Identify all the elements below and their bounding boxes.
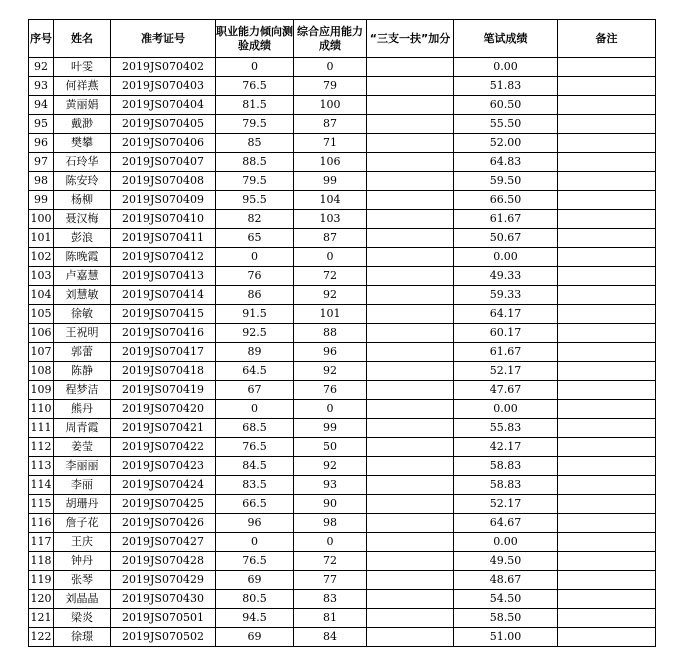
table-row (29, 628, 656, 647)
cell-comprehensive: 106 (294, 153, 367, 172)
cell-aptitude: 68.5 (216, 419, 294, 438)
cell-exam-id: 2019JS070426 (111, 514, 216, 533)
cell-remarks (558, 96, 656, 115)
cell-seq: 103 (29, 267, 54, 286)
cell-seq: 94 (29, 96, 54, 115)
cell-remarks (558, 58, 656, 77)
cell-remarks (558, 552, 656, 571)
cell-name: 何祥燕 (54, 77, 111, 96)
header-exam-id: 准考证号 (111, 20, 216, 58)
cell-seq: 95 (29, 115, 54, 134)
cell-comprehensive: 98 (294, 514, 367, 533)
cell-written: 0.00 (454, 400, 558, 419)
cell-exam-id: 2019JS070407 (111, 153, 216, 172)
cell-remarks (558, 305, 656, 324)
cell-exam-id: 2019JS070502 (111, 628, 216, 647)
cell-bonus (367, 476, 454, 495)
header-name: 姓名 (54, 20, 111, 58)
cell-aptitude: 0 (216, 248, 294, 267)
cell-comprehensive: 83 (294, 590, 367, 609)
cell-comprehensive: 50 (294, 438, 367, 457)
cell-seq: 98 (29, 172, 54, 191)
cell-remarks (558, 77, 656, 96)
cell-aptitude: 76.5 (216, 438, 294, 457)
cell-comprehensive: 90 (294, 495, 367, 514)
cell-remarks (558, 609, 656, 628)
cell-aptitude: 92.5 (216, 324, 294, 343)
cell-written: 0.00 (454, 533, 558, 552)
table-row (29, 381, 656, 400)
cell-bonus (367, 324, 454, 343)
cell-name: 梁炎 (54, 609, 111, 628)
cell-comprehensive: 92 (294, 286, 367, 305)
cell-aptitude: 65 (216, 229, 294, 248)
cell-aptitude: 67 (216, 381, 294, 400)
cell-comprehensive: 0 (294, 400, 367, 419)
cell-written: 51.83 (454, 77, 558, 96)
cell-aptitude: 76.5 (216, 552, 294, 571)
cell-aptitude: 0 (216, 533, 294, 552)
cell-written: 61.67 (454, 210, 558, 229)
cell-comprehensive: 0 (294, 58, 367, 77)
cell-remarks (558, 514, 656, 533)
cell-exam-id: 2019JS070404 (111, 96, 216, 115)
cell-comprehensive: 79 (294, 77, 367, 96)
table-row (29, 571, 656, 590)
cell-bonus (367, 286, 454, 305)
cell-written: 58.50 (454, 609, 558, 628)
cell-aptitude: 76.5 (216, 77, 294, 96)
cell-comprehensive: 92 (294, 457, 367, 476)
cell-name: 彭浪 (54, 229, 111, 248)
cell-exam-id: 2019JS070425 (111, 495, 216, 514)
cell-exam-id: 2019JS070417 (111, 343, 216, 362)
cell-comprehensive: 72 (294, 552, 367, 571)
cell-seq: 108 (29, 362, 54, 381)
cell-remarks (558, 457, 656, 476)
cell-written: 59.50 (454, 172, 558, 191)
cell-written: 0.00 (454, 58, 558, 77)
table-row (29, 495, 656, 514)
cell-comprehensive: 71 (294, 134, 367, 153)
header-aptitude: 职业能力倾向测验成绩 (216, 20, 294, 58)
cell-exam-id: 2019JS070429 (111, 571, 216, 590)
cell-name: 王祝明 (54, 324, 111, 343)
header-seq: 序号 (29, 20, 54, 58)
cell-seq: 109 (29, 381, 54, 400)
cell-written: 64.67 (454, 514, 558, 533)
cell-name: 卢嘉慧 (54, 267, 111, 286)
table-row (29, 533, 656, 552)
cell-seq: 93 (29, 77, 54, 96)
cell-exam-id: 2019JS070423 (111, 457, 216, 476)
cell-seq: 119 (29, 571, 54, 590)
cell-remarks (558, 115, 656, 134)
table-row (29, 115, 656, 134)
table-row (29, 134, 656, 153)
cell-written: 60.50 (454, 96, 558, 115)
cell-exam-id: 2019JS070412 (111, 248, 216, 267)
cell-remarks (558, 628, 656, 647)
cell-exam-id: 2019JS070430 (111, 590, 216, 609)
cell-bonus (367, 362, 454, 381)
cell-comprehensive: 0 (294, 248, 367, 267)
table-row (29, 96, 656, 115)
cell-bonus (367, 590, 454, 609)
cell-bonus (367, 115, 454, 134)
cell-exam-id: 2019JS070414 (111, 286, 216, 305)
cell-comprehensive: 100 (294, 96, 367, 115)
cell-comprehensive: 88 (294, 324, 367, 343)
cell-aptitude: 83.5 (216, 476, 294, 495)
cell-written: 55.50 (454, 115, 558, 134)
cell-name: 郭蕾 (54, 343, 111, 362)
cell-exam-id: 2019JS070424 (111, 476, 216, 495)
cell-name: 刘晶晶 (54, 590, 111, 609)
cell-aptitude: 81.5 (216, 96, 294, 115)
cell-seq: 101 (29, 229, 54, 248)
cell-comprehensive: 72 (294, 267, 367, 286)
cell-written: 64.17 (454, 305, 558, 324)
cell-written: 66.50 (454, 191, 558, 210)
table-row (29, 552, 656, 571)
cell-written: 61.67 (454, 343, 558, 362)
cell-remarks (558, 419, 656, 438)
cell-bonus (367, 533, 454, 552)
cell-name: 程梦洁 (54, 381, 111, 400)
cell-exam-id: 2019JS070408 (111, 172, 216, 191)
cell-bonus (367, 58, 454, 77)
cell-remarks (558, 495, 656, 514)
table-row (29, 590, 656, 609)
cell-seq: 110 (29, 400, 54, 419)
cell-comprehensive: 93 (294, 476, 367, 495)
cell-written: 0.00 (454, 248, 558, 267)
cell-seq: 96 (29, 134, 54, 153)
cell-bonus (367, 571, 454, 590)
cell-written: 51.00 (454, 628, 558, 647)
cell-aptitude: 88.5 (216, 153, 294, 172)
cell-bonus (367, 134, 454, 153)
cell-exam-id: 2019JS070501 (111, 609, 216, 628)
cell-comprehensive: 81 (294, 609, 367, 628)
cell-written: 58.83 (454, 457, 558, 476)
cell-name: 王庆 (54, 533, 111, 552)
cell-bonus (367, 96, 454, 115)
cell-comprehensive: 99 (294, 172, 367, 191)
table-row (29, 343, 656, 362)
cell-written: 54.50 (454, 590, 558, 609)
cell-bonus (367, 552, 454, 571)
cell-written: 52.00 (454, 134, 558, 153)
cell-comprehensive: 103 (294, 210, 367, 229)
table-row (29, 153, 656, 172)
cell-name: 钟丹 (54, 552, 111, 571)
score-table (28, 19, 656, 647)
cell-exam-id: 2019JS070427 (111, 533, 216, 552)
cell-bonus (367, 210, 454, 229)
cell-exam-id: 2019JS070409 (111, 191, 216, 210)
cell-name: 杨柳 (54, 191, 111, 210)
cell-seq: 102 (29, 248, 54, 267)
cell-aptitude: 96 (216, 514, 294, 533)
cell-bonus (367, 153, 454, 172)
cell-name: 熊丹 (54, 400, 111, 419)
cell-written: 42.17 (454, 438, 558, 457)
table-row (29, 229, 656, 248)
cell-remarks (558, 172, 656, 191)
cell-name: 詹子花 (54, 514, 111, 533)
cell-bonus (367, 381, 454, 400)
cell-aptitude: 0 (216, 58, 294, 77)
cell-remarks (558, 267, 656, 286)
cell-exam-id: 2019JS070415 (111, 305, 216, 324)
cell-remarks (558, 134, 656, 153)
cell-seq: 117 (29, 533, 54, 552)
cell-written: 52.17 (454, 362, 558, 381)
cell-bonus (367, 457, 454, 476)
cell-remarks (558, 248, 656, 267)
cell-remarks (558, 381, 656, 400)
cell-seq: 121 (29, 609, 54, 628)
cell-remarks (558, 476, 656, 495)
cell-bonus (367, 248, 454, 267)
cell-exam-id: 2019JS070428 (111, 552, 216, 571)
cell-bonus (367, 628, 454, 647)
cell-name: 黄丽娟 (54, 96, 111, 115)
table-row (29, 438, 656, 457)
cell-name: 刘慧敏 (54, 286, 111, 305)
cell-bonus (367, 438, 454, 457)
cell-written: 64.83 (454, 153, 558, 172)
cell-written: 49.50 (454, 552, 558, 571)
cell-remarks (558, 343, 656, 362)
table-body (29, 58, 656, 647)
cell-seq: 107 (29, 343, 54, 362)
table-row (29, 286, 656, 305)
cell-exam-id: 2019JS070406 (111, 134, 216, 153)
cell-name: 李丽 (54, 476, 111, 495)
cell-bonus (367, 514, 454, 533)
cell-exam-id: 2019JS070403 (111, 77, 216, 96)
cell-name: 张琴 (54, 571, 111, 590)
cell-aptitude: 95.5 (216, 191, 294, 210)
cell-remarks (558, 533, 656, 552)
cell-aptitude: 89 (216, 343, 294, 362)
table-row (29, 609, 656, 628)
cell-name: 徐敏 (54, 305, 111, 324)
cell-bonus (367, 400, 454, 419)
cell-written: 58.83 (454, 476, 558, 495)
table-row (29, 248, 656, 267)
header-comprehensive: 综合应用能力成绩 (294, 20, 367, 58)
cell-name: 聂汉梅 (54, 210, 111, 229)
cell-remarks (558, 229, 656, 248)
cell-exam-id: 2019JS070410 (111, 210, 216, 229)
table-row (29, 514, 656, 533)
table-row (29, 324, 656, 343)
cell-comprehensive: 76 (294, 381, 367, 400)
cell-comprehensive: 104 (294, 191, 367, 210)
cell-aptitude: 79.5 (216, 115, 294, 134)
cell-exam-id: 2019JS070418 (111, 362, 216, 381)
cell-name: 戴渺 (54, 115, 111, 134)
cell-name: 徐璟 (54, 628, 111, 647)
cell-aptitude: 69 (216, 571, 294, 590)
table-row (29, 476, 656, 495)
cell-bonus (367, 495, 454, 514)
cell-seq: 114 (29, 476, 54, 495)
cell-bonus (367, 77, 454, 96)
cell-seq: 112 (29, 438, 54, 457)
cell-exam-id: 2019JS070422 (111, 438, 216, 457)
cell-aptitude: 80.5 (216, 590, 294, 609)
cell-name: 陈安玲 (54, 172, 111, 191)
cell-comprehensive: 87 (294, 115, 367, 134)
cell-name: 叶雯 (54, 58, 111, 77)
cell-name: 周青霞 (54, 419, 111, 438)
cell-written: 50.67 (454, 229, 558, 248)
table-row (29, 77, 656, 96)
table-row (29, 267, 656, 286)
cell-seq: 92 (29, 58, 54, 77)
cell-aptitude: 86 (216, 286, 294, 305)
cell-remarks (558, 362, 656, 381)
cell-exam-id: 2019JS070421 (111, 419, 216, 438)
table-row (29, 419, 656, 438)
cell-aptitude: 94.5 (216, 609, 294, 628)
cell-seq: 99 (29, 191, 54, 210)
table-row (29, 191, 656, 210)
table-header (29, 20, 656, 58)
cell-written: 49.33 (454, 267, 558, 286)
cell-comprehensive: 77 (294, 571, 367, 590)
cell-remarks (558, 571, 656, 590)
cell-bonus (367, 191, 454, 210)
cell-remarks (558, 153, 656, 172)
table-row (29, 172, 656, 191)
cell-comprehensive: 99 (294, 419, 367, 438)
cell-comprehensive: 87 (294, 229, 367, 248)
cell-aptitude: 79.5 (216, 172, 294, 191)
cell-seq: 106 (29, 324, 54, 343)
cell-aptitude: 0 (216, 400, 294, 419)
table-row (29, 210, 656, 229)
cell-seq: 104 (29, 286, 54, 305)
cell-comprehensive: 92 (294, 362, 367, 381)
table-row (29, 400, 656, 419)
cell-name: 李丽丽 (54, 457, 111, 476)
cell-bonus (367, 267, 454, 286)
cell-comprehensive: 0 (294, 533, 367, 552)
cell-seq: 97 (29, 153, 54, 172)
cell-remarks (558, 438, 656, 457)
cell-exam-id: 2019JS070411 (111, 229, 216, 248)
cell-aptitude: 84.5 (216, 457, 294, 476)
cell-bonus (367, 305, 454, 324)
cell-remarks (558, 191, 656, 210)
table-row (29, 305, 656, 324)
cell-remarks (558, 400, 656, 419)
cell-seq: 116 (29, 514, 54, 533)
table-row (29, 457, 656, 476)
cell-name: 陈晚霞 (54, 248, 111, 267)
cell-bonus (367, 229, 454, 248)
cell-written: 60.17 (454, 324, 558, 343)
cell-written: 59.33 (454, 286, 558, 305)
cell-seq: 111 (29, 419, 54, 438)
cell-written: 47.67 (454, 381, 558, 400)
cell-written: 55.83 (454, 419, 558, 438)
header-row (29, 20, 656, 58)
cell-remarks (558, 324, 656, 343)
cell-bonus (367, 343, 454, 362)
cell-name: 姜莹 (54, 438, 111, 457)
cell-name: 胡珊丹 (54, 495, 111, 514)
cell-written: 48.67 (454, 571, 558, 590)
cell-seq: 120 (29, 590, 54, 609)
cell-comprehensive: 84 (294, 628, 367, 647)
cell-seq: 122 (29, 628, 54, 647)
cell-aptitude: 69 (216, 628, 294, 647)
table-row (29, 58, 656, 77)
cell-bonus (367, 419, 454, 438)
cell-name: 樊攀 (54, 134, 111, 153)
cell-comprehensive: 96 (294, 343, 367, 362)
cell-written: 52.17 (454, 495, 558, 514)
header-remarks: 备注 (558, 20, 656, 58)
cell-aptitude: 64.5 (216, 362, 294, 381)
cell-remarks (558, 590, 656, 609)
cell-name: 石玲华 (54, 153, 111, 172)
cell-exam-id: 2019JS070420 (111, 400, 216, 419)
cell-aptitude: 82 (216, 210, 294, 229)
cell-exam-id: 2019JS070405 (111, 115, 216, 134)
cell-comprehensive: 101 (294, 305, 367, 324)
cell-remarks (558, 210, 656, 229)
cell-seq: 105 (29, 305, 54, 324)
table-row (29, 362, 656, 381)
header-bonus: “三支一扶”加分 (367, 20, 454, 58)
cell-seq: 113 (29, 457, 54, 476)
cell-remarks (558, 286, 656, 305)
header-written: 笔试成绩 (454, 20, 558, 58)
cell-seq: 115 (29, 495, 54, 514)
cell-aptitude: 76 (216, 267, 294, 286)
cell-exam-id: 2019JS070402 (111, 58, 216, 77)
cell-exam-id: 2019JS070413 (111, 267, 216, 286)
cell-exam-id: 2019JS070416 (111, 324, 216, 343)
cell-aptitude: 66.5 (216, 495, 294, 514)
cell-bonus (367, 172, 454, 191)
cell-bonus (367, 609, 454, 628)
cell-aptitude: 91.5 (216, 305, 294, 324)
cell-seq: 100 (29, 210, 54, 229)
cell-aptitude: 85 (216, 134, 294, 153)
cell-name: 陈静 (54, 362, 111, 381)
cell-seq: 118 (29, 552, 54, 571)
cell-exam-id: 2019JS070419 (111, 381, 216, 400)
